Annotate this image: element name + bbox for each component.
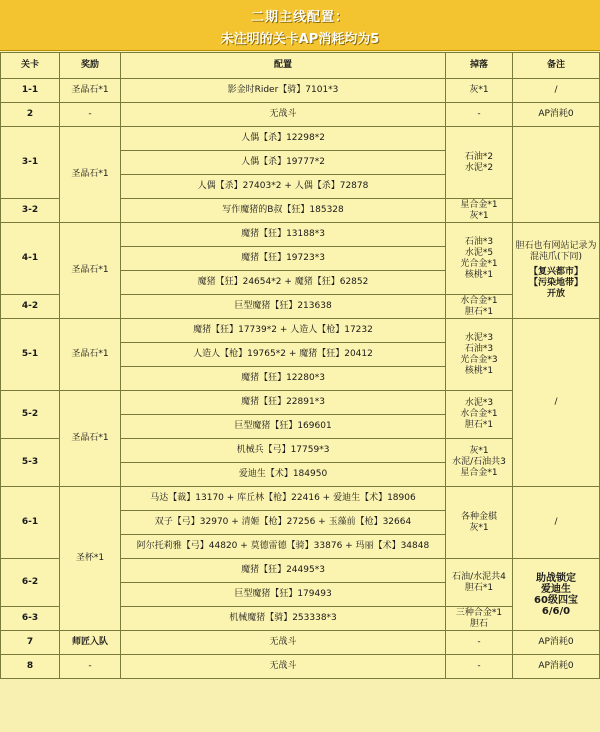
reward-cell: 圣杯*1 (60, 487, 121, 631)
table-row (1, 319, 600, 343)
stage-cell: 2 (1, 103, 60, 127)
stage-cell: 3-1 (1, 127, 60, 199)
reward-cell: 师匠入队 (60, 631, 121, 655)
drop-cell: 石油/水泥共4 胆石*1 (446, 559, 513, 607)
drop-cell: - (446, 631, 513, 655)
drop-cell: 水合金*1 胆石*1 (446, 295, 513, 319)
stage-cell: 3-2 (1, 199, 60, 223)
note-cell: / (513, 319, 600, 487)
header-config: 配置 (121, 53, 446, 79)
note-open-areas: 【复兴都市】 【污染地带】 开放 (528, 267, 583, 299)
config-cell: 巨型魔猪【狂】179493 (121, 583, 446, 607)
reward-cell: 圣晶石*1 (60, 127, 121, 223)
banner (0, 0, 600, 51)
config-cell: 双子【弓】32970 + 清姬【枪】27256 + 玉藻前【枪】32664 (121, 511, 446, 535)
header-note: 备注 (513, 53, 600, 79)
drop-cell: 灰*1 (446, 79, 513, 103)
drop-cell: 灰*1 水泥/石油共3 星合金*1 (446, 439, 513, 487)
config-cell: 人偶【杀】19777*2 (121, 151, 446, 175)
table-row (1, 79, 600, 103)
config-cell: 马达【裁】13170 + 库丘林【枪】22416 + 爱迪生【术】18906 (121, 487, 446, 511)
header-drop: 掉落 (446, 53, 513, 79)
config-cell: 魔猪【狂】13188*3 (121, 223, 446, 247)
config-cell: 人造人【枪】19765*2 + 魔猪【狂】20412 (121, 343, 446, 367)
config-cell: 爱迪生【术】184950 (121, 463, 446, 487)
banner-subtitle: 未注明的关卡AP消耗均为5 (220, 32, 380, 47)
reward-cell: 圣晶石*1 (60, 223, 121, 319)
note-cell: AP消耗0 (513, 655, 600, 679)
table-row (1, 391, 600, 415)
config-cell: 人偶【杀】12298*2 (121, 127, 446, 151)
note-cell: AP消耗0 (513, 631, 600, 655)
drop-cell: 水泥*3 石油*3 光合金*3 核桃*1 (446, 319, 513, 391)
config-cell: 巨型魔猪【狂】169601 (121, 415, 446, 439)
reward-cell: - (60, 655, 121, 679)
table-row (1, 223, 600, 247)
header-stage: 关卡 (1, 53, 60, 79)
config-cell: 影金时Rider【骑】7101*3 (121, 79, 446, 103)
drop-cell: - (446, 655, 513, 679)
drop-cell: 石油*2 水泥*2 (446, 127, 513, 199)
note-cell: / (513, 79, 600, 103)
banner-title: 二期主线配置： (250, 10, 349, 25)
drop-cell: 三种合金*1 胆石 (446, 607, 513, 631)
stage-cell: 5-1 (1, 319, 60, 391)
table-header-row (1, 53, 600, 79)
drop-cell: - (446, 103, 513, 127)
reward-cell: 圣晶石*1 (60, 79, 121, 103)
reward-cell: 圣晶石*1 (60, 319, 121, 391)
drop-cell: 星合金*1 灰*1 (446, 199, 513, 223)
stage-cell: 1-1 (1, 79, 60, 103)
config-cell: 魔猪【狂】24495*3 (121, 559, 446, 583)
stage-cell: 8 (1, 655, 60, 679)
table-row (1, 655, 600, 679)
table-row (1, 487, 600, 511)
note-cell (513, 127, 600, 223)
config-cell: 魔猪【狂】24654*2 + 魔猪【狂】62852 (121, 271, 446, 295)
config-cell: 无战斗 (121, 655, 446, 679)
config-cell: 阿尔托莉雅【弓】44820 + 莫德雷德【骑】33876 + 玛丽【术】34848 (121, 535, 446, 559)
config-cell: 巨型魔猪【狂】213638 (121, 295, 446, 319)
stage-cell: 6-1 (1, 487, 60, 559)
stage-cell: 4-2 (1, 295, 60, 319)
config-cell: 无战斗 (121, 631, 446, 655)
config-cell: 魔猪【狂】22891*3 (121, 391, 446, 415)
config-cell: 写作魔猪的B叔【狂】185328 (121, 199, 446, 223)
note-cell: / (513, 487, 600, 559)
stage-cell: 5-3 (1, 439, 60, 487)
note-cell: 助战锁定 爱迪生 60级四宝 6/6/0 (513, 559, 600, 631)
config-cell: 机械魔猪【骑】253338*3 (121, 607, 446, 631)
stage-cell: 7 (1, 631, 60, 655)
stage-cell: 6-2 (1, 559, 60, 607)
table-row (1, 631, 600, 655)
table-row (1, 103, 600, 127)
config-cell: 魔猪【狂】19723*3 (121, 247, 446, 271)
stage-cell: 6-3 (1, 607, 60, 631)
config-cell: 无战斗 (121, 103, 446, 127)
drop-cell: 各种金棋 灰*1 (446, 487, 513, 559)
drop-cell: 石油*3 水泥*5 光合金*1 核桃*1 (446, 223, 513, 295)
note-cell: AP消耗0 (513, 103, 600, 127)
drop-cell: 水泥*3 水合金*1 胆石*1 (446, 391, 513, 439)
note-text: 胆石也有网站记录为混沌爪(下同) (515, 241, 597, 262)
config-cell: 机械兵【弓】17759*3 (121, 439, 446, 463)
stage-config-table (0, 52, 600, 679)
reward-cell: 圣晶石*1 (60, 391, 121, 487)
reward-cell: - (60, 103, 121, 127)
config-cell: 魔猪【狂】17739*2 + 人造人【枪】17232 (121, 319, 446, 343)
header-reward: 奖励 (60, 53, 121, 79)
config-cell: 魔猪【狂】12280*3 (121, 367, 446, 391)
stage-cell: 5-2 (1, 391, 60, 439)
stage-cell: 4-1 (1, 223, 60, 295)
config-cell: 人偶【杀】27403*2 + 人偶【杀】72878 (121, 175, 446, 199)
note-cell (513, 223, 600, 319)
table-row (1, 127, 600, 151)
